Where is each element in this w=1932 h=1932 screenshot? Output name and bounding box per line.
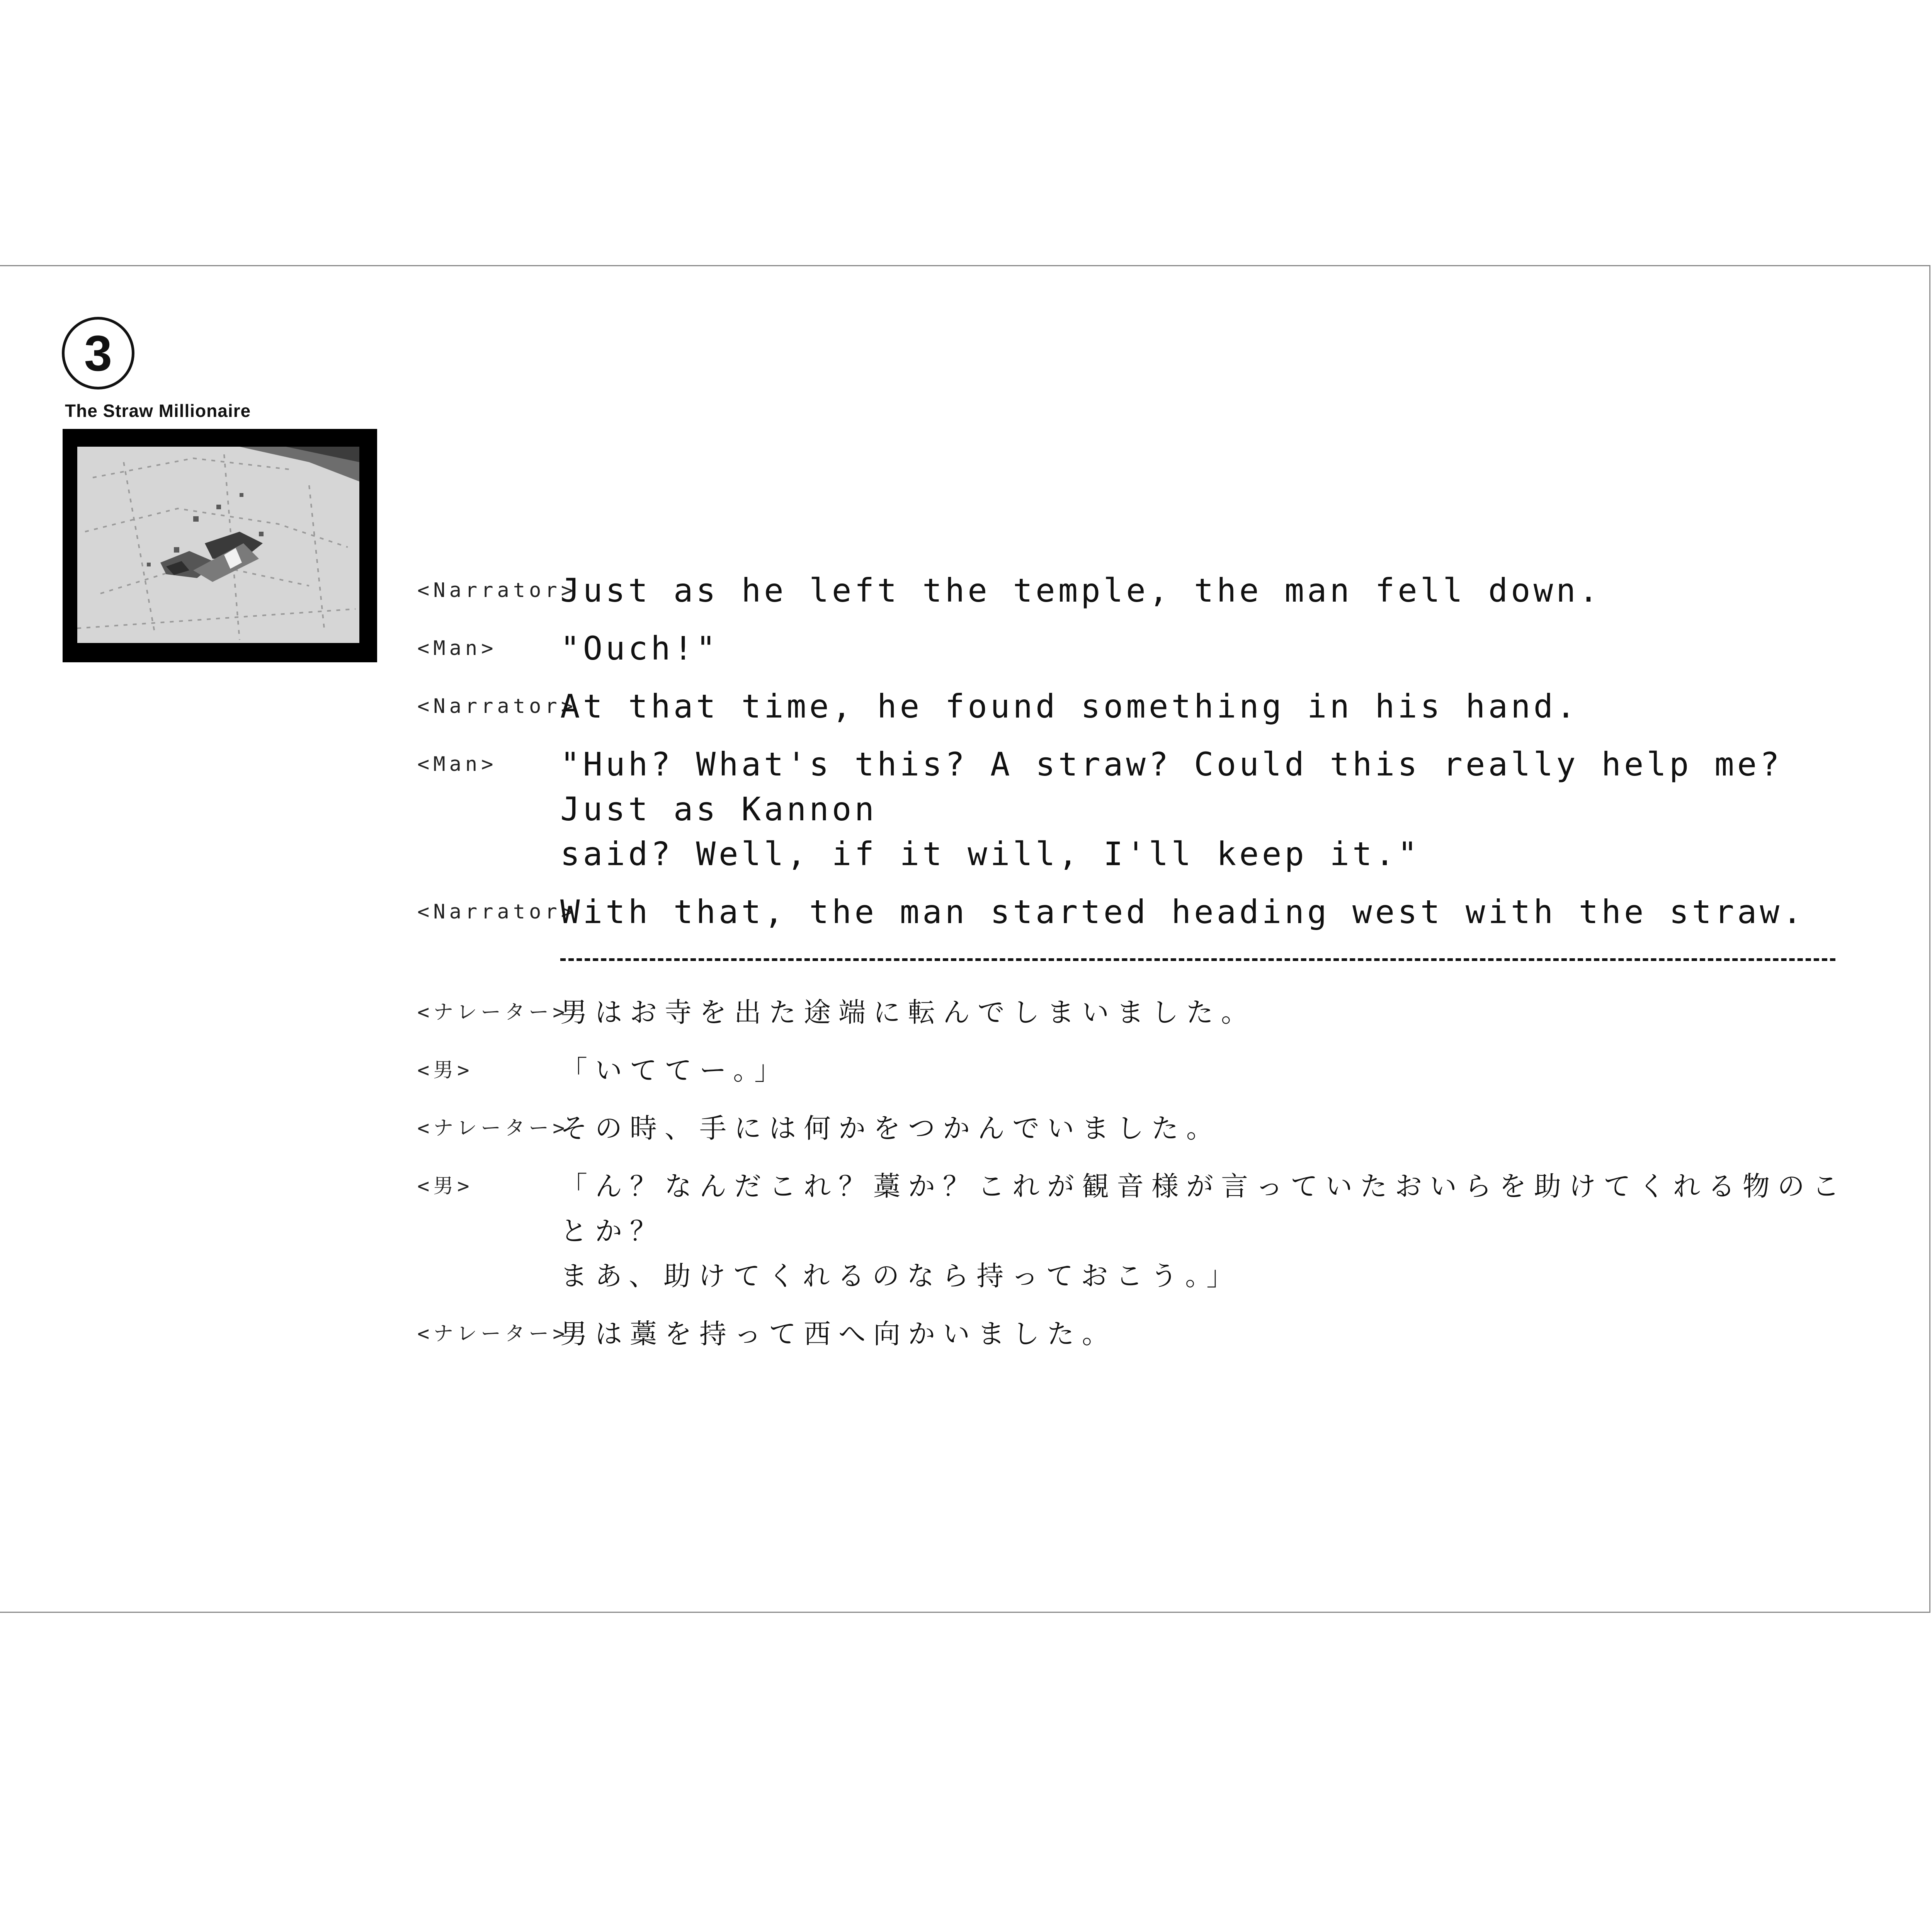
speaker-label: <ナレーター>: [417, 1322, 569, 1345]
scene-number-badge: [62, 317, 134, 389]
scene-number: 3: [84, 325, 112, 381]
line-text: At that time, he found something in his hand.: [560, 687, 1579, 725]
line-text: 男はお寺を出た途端に転んでしまいました。: [560, 997, 1256, 1028]
english-line: [417, 889, 1847, 934]
speaker-label: <Narrator>: [417, 579, 577, 602]
english-line: [417, 568, 1847, 613]
japanese-line: [417, 990, 1847, 1035]
line-text: 男は藁を持って西へ向かいました。: [560, 1318, 1117, 1350]
japanese-line: [417, 1164, 1847, 1298]
japanese-line: [417, 1106, 1847, 1151]
line-text: Just as he left the temple, the man fell down.: [560, 571, 1602, 609]
english-line: [417, 742, 1847, 876]
speaker-label: <Man>: [417, 753, 497, 776]
english-line: [417, 684, 1847, 729]
speaker-label: <ナレーター>: [417, 1117, 569, 1140]
dialogue-script: [417, 568, 1847, 1369]
english-line: [417, 626, 1847, 671]
scene-photo: [77, 447, 359, 643]
speaker-label: <Narrator>: [417, 695, 577, 718]
speaker-label: <Narrator>: [417, 900, 577, 923]
line-text: その時、手には何かをつかんでいました。: [560, 1112, 1221, 1144]
line-text: 「ん？なんだこれ？藁か？これが観音様が言っていたおいらを助けてくれる物のことか？ まあ、助けてくれるのなら持っておこう。」: [560, 1170, 1847, 1292]
japanese-line: [417, 1048, 1847, 1093]
section-divider: [560, 947, 1847, 971]
line-text: "Ouch!": [560, 629, 719, 667]
speaker-label: <Man>: [417, 637, 497, 660]
speaker-label: <ナレーター>: [417, 1001, 569, 1024]
speaker-label: <男>: [417, 1175, 473, 1198]
line-text: 「いててー。」: [560, 1054, 789, 1086]
scene-photo-frame: [63, 429, 377, 662]
scene-caption: The Straw Millionaire: [65, 401, 251, 421]
dashed-line: [560, 958, 1835, 961]
line-text: "Huh? What's this? A straw? Could this really help me? Just as Kannon said? Well, if it will, I'll keep it.": [560, 745, 1782, 873]
japanese-line: [417, 1311, 1847, 1356]
speaker-label: <男>: [417, 1059, 473, 1082]
line-text: With that, the man started heading west with the straw.: [560, 893, 1805, 931]
